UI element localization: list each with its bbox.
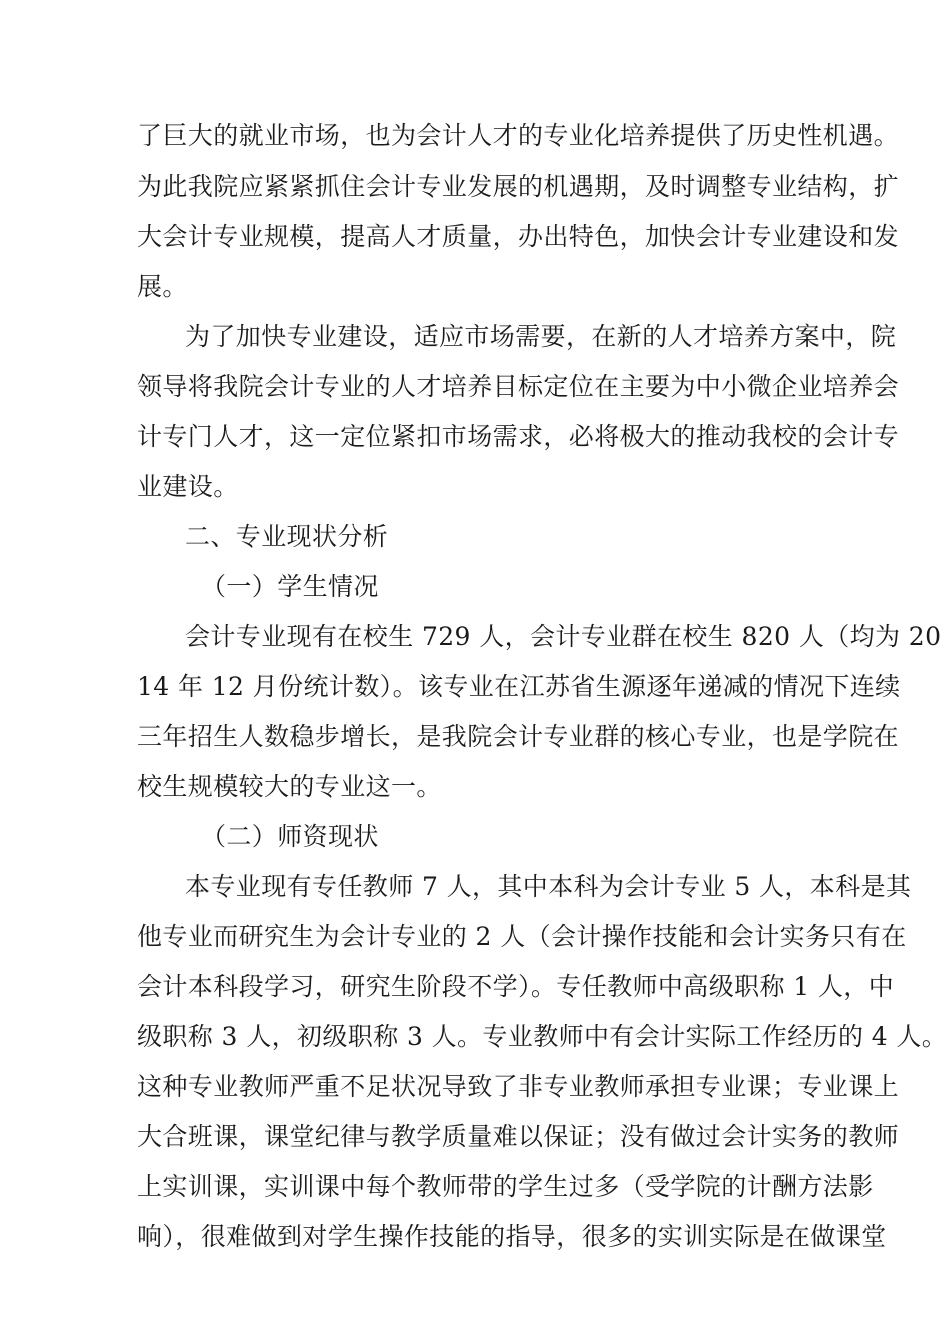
text-line: 为了加快专业建设，适应市场需要，在新的人才培养方案中，院 — [185, 322, 897, 351]
text-line: 上实训课，实训课中每个教师带的学生过多（受学院的计酬方法影 — [137, 1172, 874, 1201]
text-line: 级职称 3 人，初级职称 3 人。专业教师中有会计实际工作经历的 4 人。 — [137, 1022, 948, 1051]
text-line: 领导将我院会计专业的人才培养目标定位在主要为中小微企业培养会 — [137, 372, 900, 401]
text-line: 大合班课，课堂纪律与教学质量难以保证；没有做过会计实务的教师 — [137, 1122, 900, 1151]
text-line: 14 年 12 月份统计数）。该专业在江苏省生源逐年递减的情况下连续 — [137, 672, 901, 701]
text-line: 大会计专业规模，提高人才质量，办出特色，加快会计专业建设和发 — [137, 222, 900, 251]
text-line: 计专门人才，这一定位紧扣市场需求，必将极大的推动我校的会计专 — [137, 422, 900, 451]
text-line: 业建设。 — [137, 472, 239, 501]
text-line: 三年招生人数稳步增长，是我院会计专业群的核心专业，也是学院在 — [137, 722, 900, 751]
text-line: 响），很难做到对学生操作技能的指导，很多的实训实际是在做课堂 — [137, 1222, 887, 1251]
text-line: 这种专业教师严重不足状况导致了非专业教师承担专业课；专业课上 — [137, 1072, 900, 1101]
text-line: 校生规模较大的专业这一。 — [137, 772, 442, 801]
text-line: 为此我院应紧紧抓住会计专业发展的机遇期，及时调整专业结构，扩 — [137, 172, 900, 201]
text-line: 会计专业现有在校生 729 人，会计专业群在校生 820 人（均为 20 — [185, 622, 942, 651]
text-line: 展。 — [137, 272, 188, 301]
subsection-heading: （一）学生情况 — [201, 572, 379, 601]
subsection-heading: （二）师资现状 — [201, 822, 379, 851]
text-line: 他专业而研究生为会计专业的 2 人（会计操作技能和会计实务只有在 — [137, 922, 907, 951]
text-line: 会计本科段学习，研究生阶段不学）。专任教师中高级职称 1 人，中 — [137, 972, 895, 1001]
section-heading: 二、专业现状分析 — [185, 522, 389, 551]
text-line: 了巨大的就业市场，也为会计人才的专业化培养提供了历史性机遇。 — [137, 121, 900, 150]
text-line: 本专业现有专任教师 7 人，其中本科为会计专业 5 人，本科是其 — [185, 872, 912, 901]
